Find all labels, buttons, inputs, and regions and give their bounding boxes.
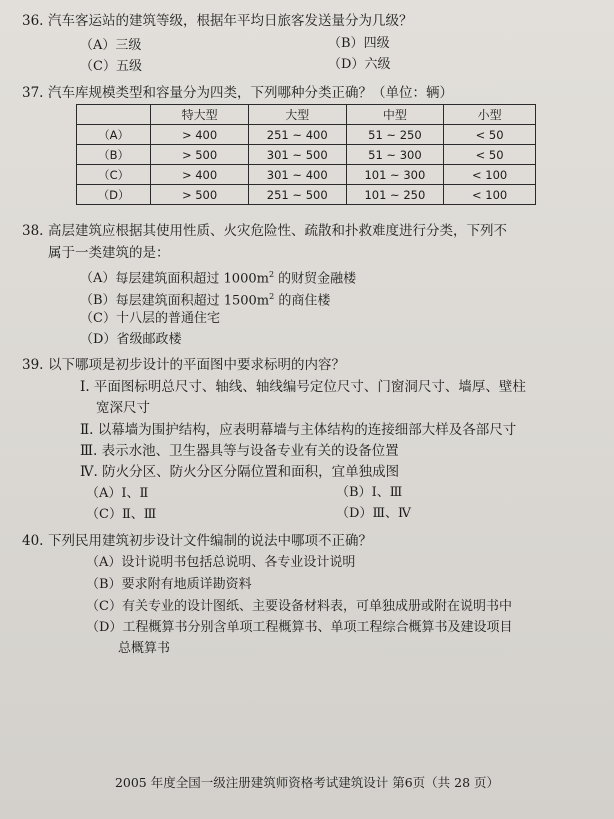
table-cell: 251 ~ 500 bbox=[248, 185, 346, 205]
question-40-stem bbox=[22, 532, 372, 550]
table-cell: < 100 bbox=[444, 185, 536, 205]
q40-option-d: （D）工程概算书分别含单项工程概算书、单项工程综合概算书及建设项目 bbox=[86, 620, 513, 635]
q39-option-a: （A）Ⅰ、Ⅱ bbox=[86, 486, 149, 501]
q38-option-b: （B）每层建筑面积超过 $1500m^2$ 的商住楼 bbox=[80, 292, 331, 309]
table-row bbox=[77, 125, 536, 145]
question-number: 39. bbox=[22, 357, 44, 373]
question-37-stem bbox=[22, 84, 453, 102]
table-header-cell bbox=[77, 105, 151, 125]
question-number: 38. bbox=[22, 223, 44, 239]
table-cell: （B） bbox=[77, 145, 151, 165]
question-36-stem bbox=[22, 12, 413, 30]
q39-option-c: （C）Ⅱ、Ⅲ bbox=[86, 507, 157, 522]
table-header-cell: 特大型 bbox=[151, 105, 249, 125]
table-cell: 101 ~ 300 bbox=[346, 165, 444, 185]
q37-table bbox=[76, 104, 536, 205]
q39-option-d: （D）Ⅲ、Ⅳ bbox=[336, 506, 411, 521]
table-cell: > 400 bbox=[151, 165, 249, 185]
table-cell: > 500 bbox=[151, 185, 249, 205]
table-header-cell: 中型 bbox=[346, 105, 444, 125]
q39-item-3: Ⅲ. 表示水池、卫生器具等与设备专业有关的设备位置 bbox=[80, 443, 399, 459]
table-row bbox=[77, 165, 536, 185]
question-text: 汽车库规模类型和容量分为四类，下列哪种分类正确？（单位：辆） bbox=[48, 85, 453, 101]
q36-option-a: （A）三级 bbox=[80, 38, 142, 53]
table-cell: > 400 bbox=[151, 125, 249, 145]
q36-option-c: （C）五级 bbox=[80, 59, 142, 74]
table-cell: 251 ~ 400 bbox=[248, 125, 346, 145]
table-cell: 301 ~ 400 bbox=[248, 165, 346, 185]
question-text: 汽车客运站的建筑等级，根据年平均日旅客发送量分为几级？ bbox=[48, 13, 413, 29]
table-header-cell: 大型 bbox=[248, 105, 346, 125]
q36-option-b: （B）四级 bbox=[328, 36, 390, 51]
page-footer: 2005 年度全国一级注册建筑师资格考试建筑设计 第6页（共 28 页） bbox=[114, 775, 500, 790]
question-number: 40. bbox=[22, 533, 44, 549]
q39-option-b: （B）Ⅰ、Ⅲ bbox=[336, 485, 403, 500]
question-number: 36. bbox=[22, 13, 44, 29]
q40-option-b: （B）要求附有地质详勘资料 bbox=[86, 577, 252, 592]
q39-item-4: Ⅳ. 防火分区、防火分区分隔位置和面积，宜单独成图 bbox=[80, 464, 400, 480]
q39-item-1-cont: 宽深尺寸 bbox=[96, 400, 150, 416]
question-38-stem-cont: 属于一类建筑的是： bbox=[48, 245, 170, 261]
table-row bbox=[77, 145, 536, 165]
table-row bbox=[77, 185, 536, 205]
table-cell: < 50 bbox=[444, 125, 536, 145]
table-cell: 301 ~ 500 bbox=[248, 145, 346, 165]
q40-option-d-cont: 总概算书 bbox=[118, 641, 171, 656]
question-text: 下列民用建筑初步设计文件编制的说法中哪项不正确？ bbox=[48, 533, 372, 549]
table-cell: 51 ~ 300 bbox=[346, 145, 444, 165]
table-cell: < 100 bbox=[444, 165, 536, 185]
question-text: 以下哪项是初步设计的平面图中要求标明的内容？ bbox=[48, 357, 345, 373]
q38-option-d: （D）省级邮政楼 bbox=[80, 332, 182, 347]
question-number: 37. bbox=[22, 85, 44, 101]
q39-item-1: Ⅰ. 平面图标明总尺寸、轴线、轴线编号定位尺寸、门窗洞尺寸、墙厚、壁柱 bbox=[80, 379, 526, 395]
table-cell: > 500 bbox=[151, 145, 249, 165]
q40-option-c: （C）有关专业的设计图纸、主要设备材料表，可单独成册或附在说明书中 bbox=[86, 599, 512, 614]
q36-option-d: （D）六级 bbox=[328, 57, 391, 72]
question-39-stem bbox=[22, 356, 345, 374]
table-cell: 101 ~ 250 bbox=[346, 185, 444, 205]
table-cell: （A） bbox=[77, 125, 151, 145]
table-cell: （C） bbox=[77, 165, 151, 185]
question-38-stem bbox=[22, 222, 507, 240]
table-header-row bbox=[77, 105, 536, 125]
q38-option-a: （A）每层建筑面积超过 $1000m^2$ 的财贸金融楼 bbox=[80, 270, 357, 287]
table-cell: （D） bbox=[77, 185, 151, 205]
q39-item-2: Ⅱ. 以幕墙为围护结构，应表明幕墙与主体结构的连接细部大样及各部尺寸 bbox=[80, 422, 517, 438]
q40-option-a: （A）设计说明书包括总说明、各专业设计说明 bbox=[86, 555, 356, 570]
table-cell: 51 ~ 250 bbox=[346, 125, 444, 145]
q38-option-c: （C）十八层的普通住宅 bbox=[80, 311, 220, 326]
table-header-cell: 小型 bbox=[444, 105, 536, 125]
table-cell: < 50 bbox=[444, 145, 536, 165]
question-text: 高层建筑应根据其使用性质、火灾危险性、疏散和扑救难度进行分类，下列不 bbox=[48, 223, 507, 239]
